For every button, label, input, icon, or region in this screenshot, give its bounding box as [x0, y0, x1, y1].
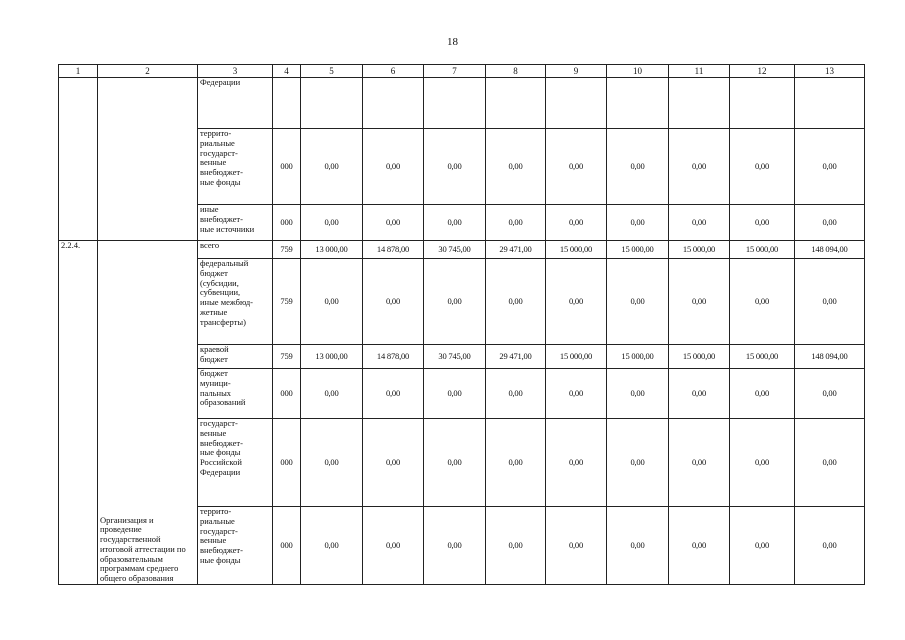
value-cell: 0,00 [795, 507, 865, 585]
value-cell: 14 878,00 [363, 241, 424, 259]
value-cell: 0,00 [424, 419, 486, 507]
value-cell: 0,00 [301, 507, 363, 585]
value-cell: 0,00 [546, 129, 607, 205]
value-cell: 0,00 [363, 259, 424, 345]
value-cell: 0,00 [486, 205, 546, 241]
source-cell: террито- риальные государст- венные внебюджет- ные фонды [198, 129, 273, 205]
value-cell: 0,00 [486, 259, 546, 345]
column-header: 6 [363, 65, 424, 78]
source-cell: краевой бюджет [198, 345, 273, 369]
source-cell: федеральный бюджет (субсидии, субвенции, иные межбюд- жетные трансферты) [198, 259, 273, 345]
value-cell: 0,00 [424, 259, 486, 345]
value-cell: 0,00 [486, 419, 546, 507]
value-cell: 0,00 [363, 129, 424, 205]
value-cell: 0,00 [730, 129, 795, 205]
activity-name: Организация и проведение государственной итоговой аттестации по образовательным программам среднего общего образования [98, 241, 198, 585]
value-cell: 0,00 [424, 369, 486, 419]
code-cell: 759 [273, 259, 301, 345]
code-cell: 759 [273, 241, 301, 259]
value-cell: 0,00 [546, 205, 607, 241]
column-header: 5 [301, 65, 363, 78]
code-cell: 000 [273, 205, 301, 241]
value-cell: 0,00 [730, 507, 795, 585]
value-cell [424, 78, 486, 129]
header-row [59, 65, 865, 78]
source-cell: государст- венные внебюджет- ные фонды Российской Федерации [198, 419, 273, 507]
value-cell: 13 000,00 [301, 241, 363, 259]
source-cell: Федерации [198, 78, 273, 129]
value-cell: 0,00 [607, 419, 669, 507]
column-header: 1 [59, 65, 98, 78]
code-cell: 000 [273, 129, 301, 205]
value-cell: 0,00 [546, 369, 607, 419]
index-cell [59, 78, 98, 241]
value-cell: 0,00 [546, 259, 607, 345]
value-cell [301, 78, 363, 129]
column-header: 13 [795, 65, 865, 78]
value-cell: 0,00 [669, 419, 730, 507]
value-cell [730, 78, 795, 129]
value-cell: 0,00 [363, 369, 424, 419]
value-cell: 0,00 [607, 259, 669, 345]
value-cell: 0,00 [424, 507, 486, 585]
value-cell: 0,00 [669, 507, 730, 585]
value-cell [546, 78, 607, 129]
value-cell: 0,00 [795, 129, 865, 205]
value-cell: 30 745,00 [424, 241, 486, 259]
column-header: 11 [669, 65, 730, 78]
value-cell: 0,00 [730, 419, 795, 507]
source-cell: бюджет муници- пальных образований [198, 369, 273, 419]
column-header: 3 [198, 65, 273, 78]
value-cell: 30 745,00 [424, 345, 486, 369]
value-cell: 0,00 [607, 129, 669, 205]
value-cell: 14 878,00 [363, 345, 424, 369]
value-cell [486, 78, 546, 129]
name-cell [98, 78, 198, 241]
value-cell: 0,00 [546, 419, 607, 507]
table-row [59, 78, 865, 129]
source-cell: иные внебюджет- ные источники [198, 205, 273, 241]
value-cell: 0,00 [795, 419, 865, 507]
code-cell: 759 [273, 345, 301, 369]
column-header: 4 [273, 65, 301, 78]
value-cell: 0,00 [795, 369, 865, 419]
value-cell: 0,00 [669, 205, 730, 241]
value-cell: 13 000,00 [301, 345, 363, 369]
value-cell: 0,00 [795, 205, 865, 241]
value-cell [607, 78, 669, 129]
value-cell: 15 000,00 [607, 345, 669, 369]
column-header: 9 [546, 65, 607, 78]
source-cell: всего [198, 241, 273, 259]
value-cell [795, 78, 865, 129]
value-cell: 15 000,00 [669, 241, 730, 259]
value-cell: 0,00 [730, 259, 795, 345]
value-cell: 29 471,00 [486, 345, 546, 369]
value-cell: 15 000,00 [546, 241, 607, 259]
value-cell [669, 78, 730, 129]
value-cell: 148 094,00 [795, 345, 865, 369]
code-cell: 000 [273, 507, 301, 585]
value-cell: 15 000,00 [546, 345, 607, 369]
value-cell: 0,00 [730, 369, 795, 419]
value-cell: 0,00 [301, 259, 363, 345]
code-cell: 000 [273, 419, 301, 507]
value-cell: 0,00 [301, 129, 363, 205]
table-row [59, 241, 865, 259]
code-cell [273, 78, 301, 129]
code-cell: 000 [273, 369, 301, 419]
value-cell: 0,00 [363, 205, 424, 241]
column-header: 7 [424, 65, 486, 78]
value-cell: 0,00 [301, 419, 363, 507]
value-cell: 0,00 [424, 205, 486, 241]
page-number: 18 [447, 36, 458, 48]
value-cell: 29 471,00 [486, 241, 546, 259]
value-cell: 0,00 [669, 369, 730, 419]
value-cell: 0,00 [301, 369, 363, 419]
column-header: 10 [607, 65, 669, 78]
budget-table [58, 64, 865, 585]
source-cell: террито- риальные государст- венные внебюджет- ные фонды [198, 507, 273, 585]
value-cell: 0,00 [363, 419, 424, 507]
value-cell: 0,00 [669, 129, 730, 205]
value-cell: 0,00 [486, 129, 546, 205]
value-cell: 0,00 [486, 369, 546, 419]
value-cell: 15 000,00 [730, 241, 795, 259]
value-cell: 0,00 [607, 507, 669, 585]
column-header: 2 [98, 65, 198, 78]
value-cell: 15 000,00 [607, 241, 669, 259]
value-cell: 0,00 [424, 129, 486, 205]
column-header: 8 [486, 65, 546, 78]
value-cell: 0,00 [363, 507, 424, 585]
column-header: 12 [730, 65, 795, 78]
index-cell: 2.2.4. [59, 241, 98, 585]
value-cell: 0,00 [795, 259, 865, 345]
value-cell: 0,00 [730, 205, 795, 241]
value-cell: 0,00 [546, 507, 607, 585]
value-cell [363, 78, 424, 129]
table-body [59, 78, 865, 585]
value-cell: 0,00 [669, 259, 730, 345]
value-cell: 0,00 [486, 507, 546, 585]
value-cell: 15 000,00 [669, 345, 730, 369]
value-cell: 0,00 [607, 205, 669, 241]
value-cell: 0,00 [301, 205, 363, 241]
value-cell: 15 000,00 [730, 345, 795, 369]
value-cell: 0,00 [607, 369, 669, 419]
value-cell: 148 094,00 [795, 241, 865, 259]
